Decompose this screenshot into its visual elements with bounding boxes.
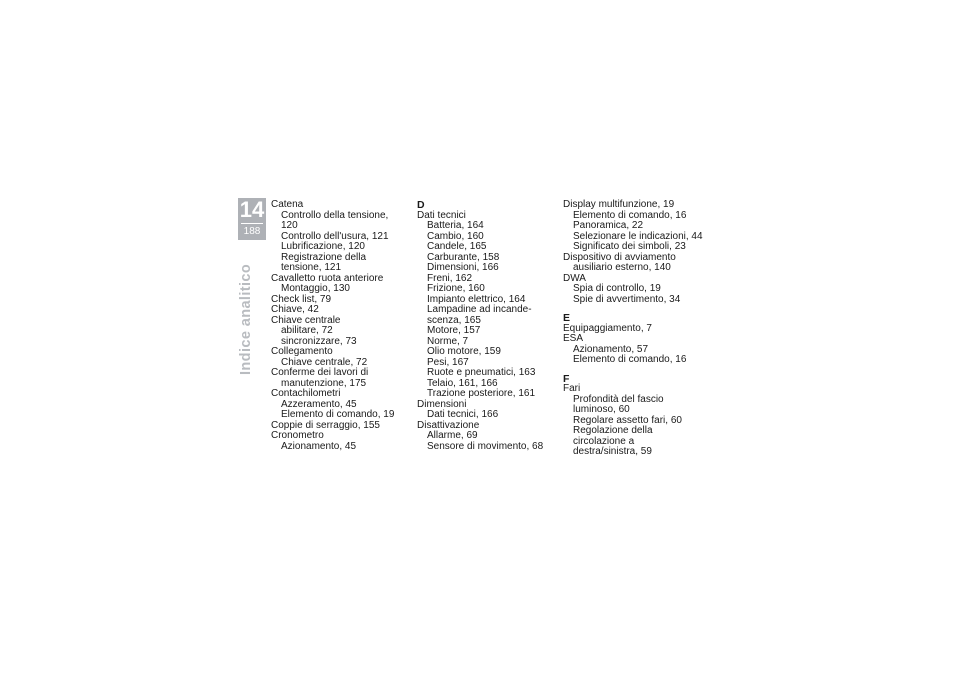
index-entry-head: Fari	[563, 383, 581, 394]
index-letter: D	[417, 199, 425, 211]
index-subentry: Lubrificazione, 120	[281, 241, 365, 252]
index-entry	[417, 211, 552, 400]
index-column-1	[271, 200, 406, 452]
index-entry	[271, 389, 406, 421]
index-subentry: Montaggio, 130	[281, 283, 350, 294]
index-subentry: Azionamento, 45	[281, 440, 357, 452]
index-entry	[563, 253, 708, 274]
index-entry	[271, 368, 406, 389]
index-subentry: manutenzione, 175	[281, 377, 367, 389]
section-title-vertical	[237, 263, 255, 375]
index-entry-head: ESA	[563, 333, 584, 344]
index-subentry: Significato dei simboli, 23	[573, 241, 686, 252]
index-subentry: tensione, 121	[281, 262, 342, 273]
index-entry-head: Dispositivo di avviamento	[563, 251, 676, 263]
index-subentry: destra/sinistra, 59	[573, 446, 652, 457]
index-subentry: Profondità del fascio	[573, 393, 664, 405]
index-subentry: Registrazione della	[281, 251, 367, 263]
index-subentry: Elemento di comando, 16	[573, 209, 687, 221]
chapter-divider	[241, 223, 263, 224]
index-subentry: abilitare, 72	[281, 325, 333, 336]
index-entry-head: Disattivazione	[417, 419, 480, 431]
index-column-3	[563, 200, 708, 458]
index-entry-head: Catena	[271, 199, 304, 210]
index-subentry: Norme, 7	[427, 335, 469, 347]
index-subentry: Telaio, 161, 166	[427, 377, 498, 389]
index-entry-head: Cronometro	[271, 430, 324, 441]
index-subentry: Pesi, 167	[427, 356, 469, 368]
index-entry	[271, 200, 406, 274]
index-subentry: Panoramica, 22	[573, 220, 644, 231]
index-subentry: Regolare assetto fari, 60	[573, 414, 682, 426]
index-subentry: Trazione posteriore, 161	[427, 388, 536, 399]
index-entry	[271, 274, 406, 295]
index-entry	[271, 431, 406, 452]
index-subentry: scenza, 165	[427, 314, 481, 326]
index-subentry: Lampadine ad incande-	[427, 304, 532, 315]
index-subentry: Dati tecnici, 166	[427, 409, 499, 420]
index-entry-head: Coppie di serraggio, 155	[271, 419, 380, 431]
index-subentry: Regolazione della circolazione a	[573, 425, 653, 447]
index-subentry: luminoso, 60	[573, 404, 630, 415]
index-subentry: Dimensioni, 166	[427, 262, 499, 273]
index-entry	[563, 324, 708, 335]
index-entry	[563, 200, 708, 253]
index-subentry: Candele, 165	[427, 241, 487, 252]
index-subentry: Controllo della tensione, 120	[281, 209, 389, 231]
index-subentry: Olio motore, 159	[427, 346, 501, 357]
index-subentry: Elemento di comando, 19	[281, 409, 395, 420]
index-entry	[417, 421, 552, 453]
index-subentry: Motore, 157	[427, 325, 481, 336]
index-entry	[563, 384, 708, 458]
index-subentry: Carburante, 158	[427, 251, 500, 263]
index-entry-head: Equipaggiamento, 7	[563, 322, 652, 334]
index-entry-head: Dati tecnici	[417, 209, 466, 221]
index-entry-head: Chiave, 42	[271, 304, 319, 315]
index-entry-head: Collegamento	[271, 346, 333, 357]
index-subentry: Batteria, 164	[427, 220, 484, 231]
index-column-2	[417, 200, 552, 452]
index-subentry: Spie di avvertimento, 34	[573, 293, 681, 305]
index-entry-head: Cavalletto ruota anteriore	[271, 272, 384, 284]
index-entry-head: Contachilometri	[271, 388, 341, 399]
index-subentry: Spia di controllo, 19	[573, 283, 661, 294]
index-subentry: Cambio, 160	[427, 230, 484, 242]
index-subentry: Azzeramento, 45	[281, 398, 357, 410]
index-subentry: Selezionare le indicazioni, 44	[573, 230, 703, 242]
index-subentry: sincronizzare, 73	[281, 335, 357, 347]
index-subentry: Impianto elettrico, 164	[427, 293, 526, 305]
index-entry	[271, 316, 406, 348]
index-entry-head: Dimensioni	[417, 398, 467, 410]
index-entry-head: DWA	[563, 272, 586, 284]
index-entry	[563, 334, 708, 366]
index-entry	[417, 400, 552, 421]
index-subentry: Allarme, 69	[427, 430, 478, 441]
section-title: Indice analitico	[238, 263, 254, 375]
index-letter: F	[563, 372, 570, 385]
index-entry-head: Chiave centrale	[271, 314, 341, 326]
index-entry-head: Display multifunzione, 19	[563, 199, 675, 210]
index-letter: E	[563, 312, 571, 324]
chapter-tab	[238, 198, 266, 240]
page-number: 188	[243, 226, 261, 237]
index-subentry: Chiave centrale, 72	[281, 356, 368, 368]
index-subentry: Frizione, 160	[427, 283, 485, 294]
index-entry-head: Conferme dei lavori di	[271, 367, 369, 378]
index-subentry: Controllo dell'usura, 121	[281, 230, 389, 242]
chapter-number: 14	[239, 197, 265, 222]
index-subentry: ausiliario esterno, 140	[573, 262, 671, 273]
index-subentry: Azionamento, 57	[573, 343, 649, 355]
index-subentry: Freni, 162	[427, 272, 473, 284]
index-subentry: Sensore di movimento, 68	[427, 440, 544, 452]
index-subentry: Ruote e pneumatici, 163	[427, 367, 536, 378]
index-entry	[563, 274, 708, 306]
index-entry	[271, 305, 406, 316]
index-entry	[271, 347, 406, 368]
index-subentry: Elemento di comando, 16	[573, 354, 687, 365]
index-entry-head: Check list, 79	[271, 293, 332, 305]
